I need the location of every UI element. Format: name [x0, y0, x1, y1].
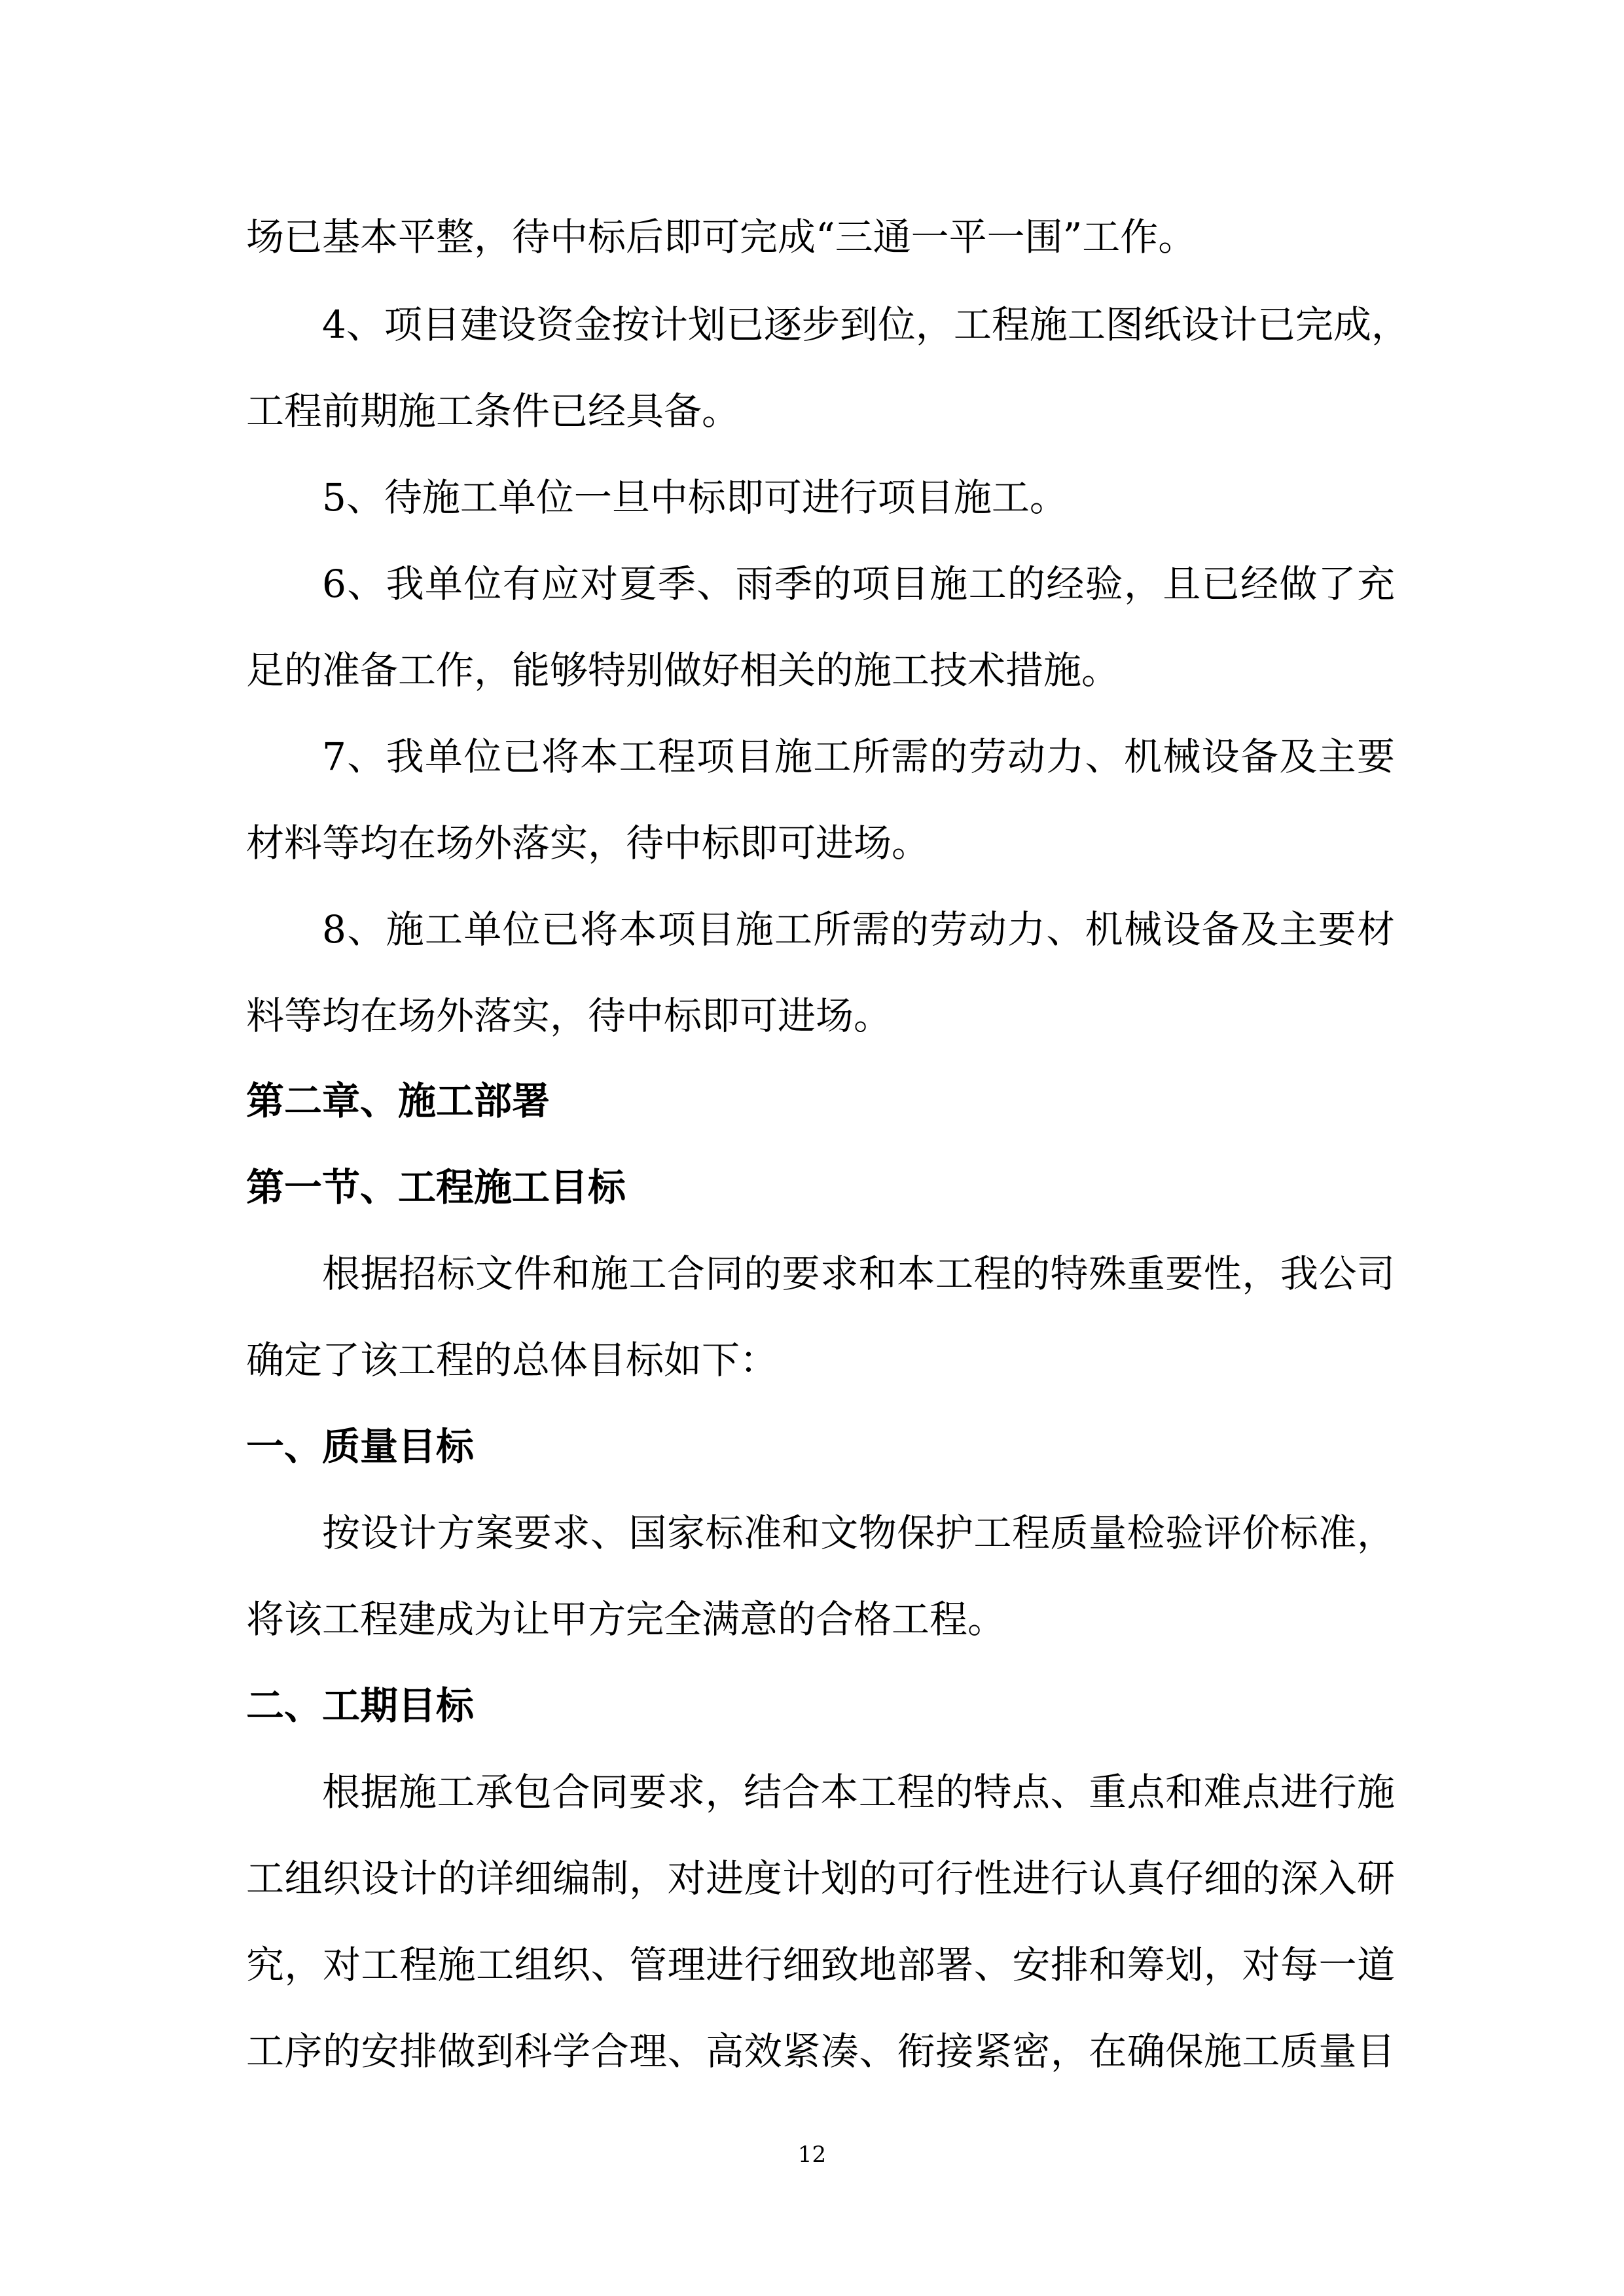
section-heading: 第一节、工程施工目标	[246, 1165, 626, 1210]
paragraph-line: 6、我单位有应对夏季、雨季的项目施工的经验，且已经做了充	[322, 562, 1395, 606]
subsection-heading: 二、工期目标	[246, 1683, 475, 1728]
paragraph-line: 究，对工程施工组织、管理进行细致地部署、安排和筹划，对每一道	[246, 1943, 1395, 1987]
paragraph-line: 7、我单位已将本工程项目施工所需的劳动力、机械设备及主要	[322, 734, 1395, 779]
paragraph-line: 工序的安排做到科学合理、高效紧凑、衔接紧密，在确保施工质量目	[246, 2029, 1395, 2073]
paragraph-line: 场已基本平整，待中标后即可完成“三通一平一围”工作。	[246, 215, 1197, 259]
paragraph-line: 按设计方案要求、国家标准和文物保护工程质量检验评价标准，	[322, 1511, 1395, 1555]
paragraph-line: 根据招标文件和施工合同的要求和本工程的特殊重要性，我公司	[322, 1251, 1395, 1296]
chapter-heading: 第二章、施工部署	[246, 1079, 550, 1123]
paragraph-line: 料等均在场外落实，待中标即可进场。	[246, 994, 892, 1038]
subsection-heading: 一、质量目标	[246, 1424, 475, 1469]
paragraph-line: 确定了该工程的总体目标如下：	[246, 1338, 778, 1382]
paragraph-line: 8、施工单位已将本项目施工所需的劳动力、机械设备及主要材	[322, 907, 1395, 952]
paragraph-line: 材料等均在场外落实，待中标即可进场。	[246, 821, 930, 865]
paragraph-line: 工程前期施工条件已经具备。	[246, 389, 740, 433]
paragraph-line: 足的准备工作，能够特别做好相关的施工技术措施。	[246, 648, 1120, 692]
paragraph-line: 根据施工承包合同要求，结合本工程的特点、重点和难点进行施	[322, 1770, 1395, 1814]
page-number: 12	[797, 2142, 827, 2168]
paragraph-line: 工组织设计的详细编制，对进度计划的可行性进行认真仔细的深入研	[246, 1856, 1395, 1901]
paragraph-line: 5、待施工单位一旦中标即可进行项目施工。	[322, 475, 1068, 520]
paragraph-line: 4、项目建设资金按计划已逐步到位，工程施工图纸设计已完成，	[322, 302, 1409, 347]
paragraph-line: 将该工程建成为让甲方完全满意的合格工程。	[246, 1597, 1006, 1641]
